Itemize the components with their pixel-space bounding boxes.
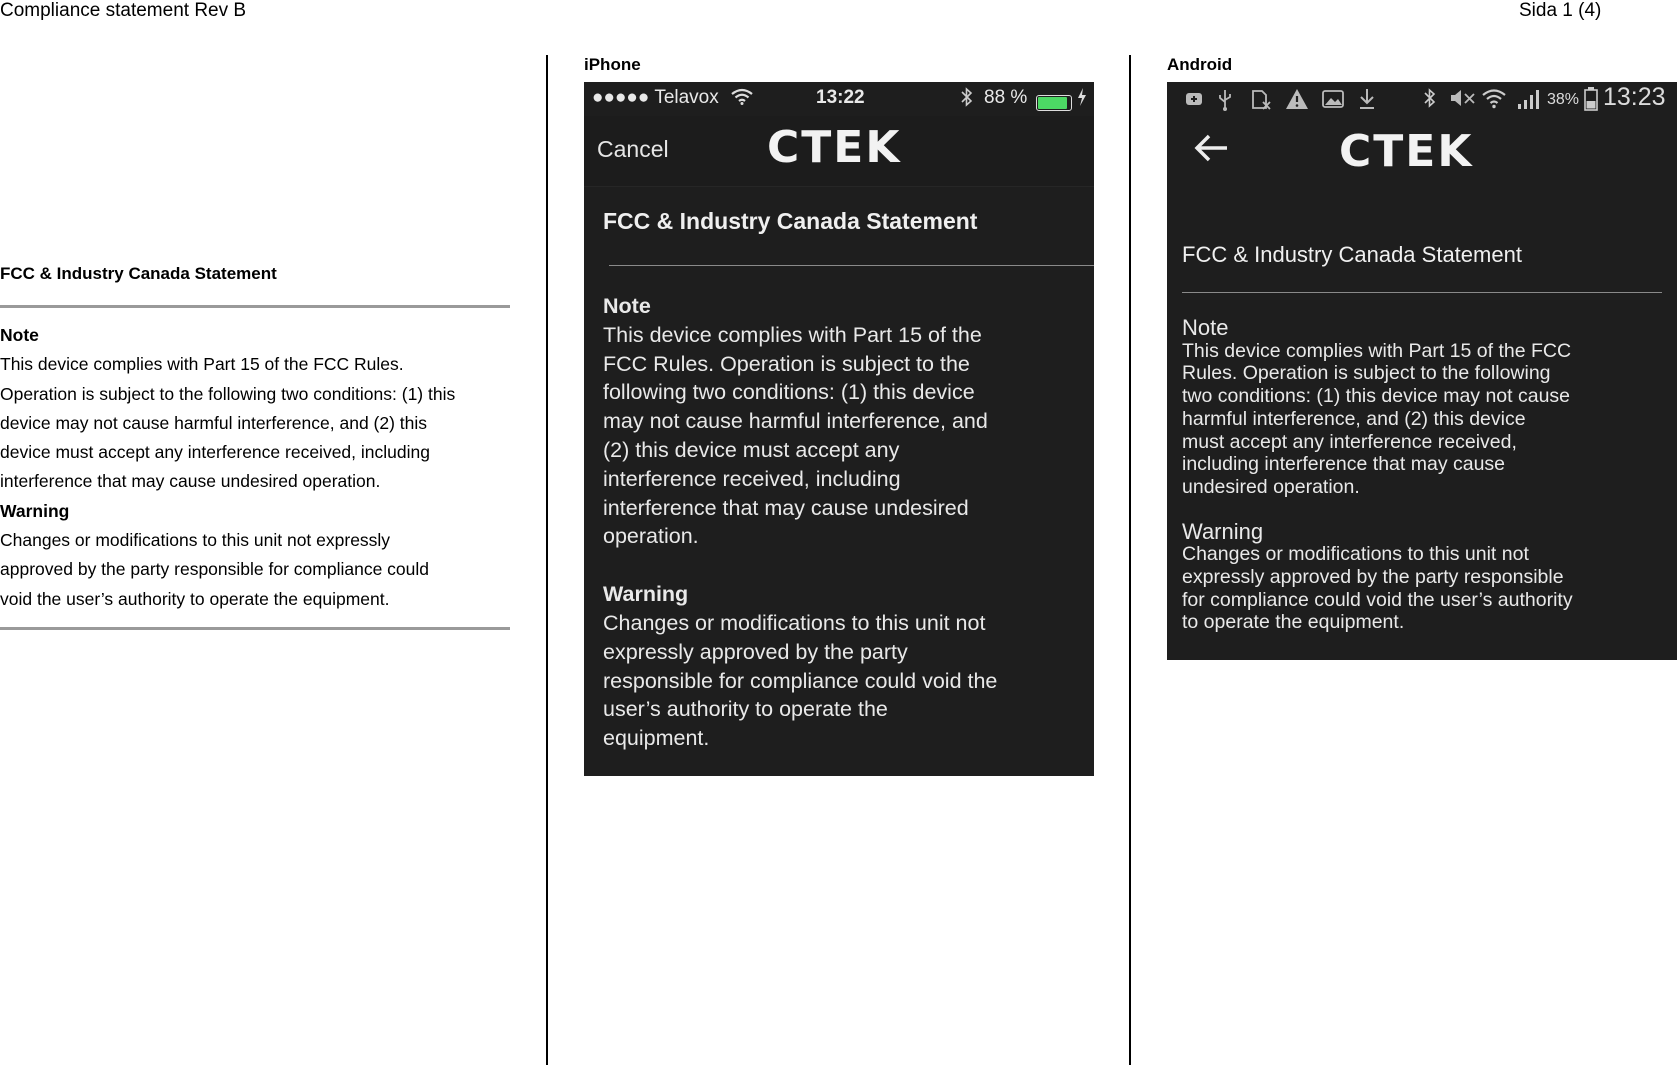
warning-line: user’s authority to operate the: [603, 697, 888, 722]
note-line: interference that may cause undesired operation.: [0, 471, 381, 492]
warning-line: to operate the equipment.: [1182, 611, 1405, 634]
screen-title: FCC & Industry Canada Statement: [603, 208, 978, 234]
warning-line: void the user’s authority to operate the equipment.: [0, 588, 390, 609]
bluetooth-icon: [960, 87, 974, 113]
warning-line: Changes or modifications to this unit not: [603, 610, 986, 635]
note-line: interference that may cause undesired: [603, 495, 969, 520]
carrier-label: ●●●●● Telavox: [592, 87, 719, 108]
note-line: undesired operation.: [1182, 475, 1360, 498]
note-line: may not cause harmful interference, and: [603, 409, 988, 434]
status-time: 13:22: [816, 87, 865, 108]
mute-icon: [1447, 88, 1477, 113]
usb-icon: [1217, 89, 1233, 116]
note-line: This device complies with Part 15 of the FCC: [1182, 339, 1572, 362]
battery-percent: 38%: [1547, 91, 1580, 108]
statement-heading: FCC & Industry Canada Statement: [0, 264, 277, 283]
note-line: must accept any interference received,: [1182, 430, 1517, 453]
warning-line: for compliance could void the user’s authority: [1182, 588, 1573, 611]
sim-icon: [1250, 89, 1272, 116]
ctek-logo: CTEK: [1339, 126, 1474, 177]
signal-icon: [1517, 88, 1541, 115]
ios-navigation-bar: [584, 116, 1094, 187]
note-heading: Note: [1182, 315, 1229, 340]
note-line: This device complies with Part 15 of the: [603, 322, 982, 347]
note-line: following two conditions: (1) this device: [603, 380, 975, 405]
note-line: including interference that may cause: [1182, 453, 1506, 476]
note-line: Rules. Operation is subject to the following: [1182, 362, 1551, 385]
android-screenshot: [1167, 82, 1677, 660]
warning-heading: Warning: [603, 582, 689, 607]
warning-icon: [1285, 88, 1309, 115]
back-arrow-icon[interactable]: [1191, 128, 1231, 178]
divider: [1182, 292, 1662, 293]
warning-heading: Warning: [1182, 518, 1264, 544]
notification-icon: [1185, 91, 1203, 112]
warning-line: Changes or modifications to this unit not: [1182, 543, 1529, 566]
note-line: This device complies with Part 15 of the FCC Rules.: [0, 354, 404, 375]
statement-body: [603, 292, 1078, 753]
column-divider: [546, 55, 548, 1065]
note-line: FCC Rules. Operation is subject to the: [603, 351, 970, 376]
ctek-logo: CTEK: [767, 122, 902, 173]
wifi-icon: [730, 87, 754, 111]
note-line: harmful interference, and (2) this device: [1182, 407, 1526, 430]
note-heading: Note: [0, 325, 39, 345]
statement-body: [0, 321, 515, 614]
divider: [0, 305, 510, 308]
note-line: operation.: [603, 524, 699, 549]
note-line: Operation is subject to the following two conditions: (1) this: [0, 383, 456, 404]
divider: [0, 627, 510, 630]
column-divider: [1129, 55, 1131, 1065]
android-status-bar: [1167, 82, 1677, 116]
note-line: device must accept any interference received, including: [0, 442, 430, 463]
iphone-label: iPhone: [584, 55, 641, 74]
note-line: (2) this device must accept any: [603, 437, 900, 462]
divider: [609, 265, 1094, 266]
wifi-icon: [1481, 87, 1507, 114]
document-title: Compliance statement Rev B: [0, 0, 247, 21]
statement-body: [1182, 317, 1672, 634]
note-line: interference received, including: [603, 466, 901, 491]
download-icon: [1358, 88, 1376, 115]
warning-line: Changes or modifications to this unit not expressly: [0, 530, 391, 551]
note-heading: Note: [603, 294, 651, 318]
status-time: 13:23: [1603, 83, 1666, 111]
warning-line: approved by the party responsible for compliance could: [0, 559, 429, 580]
android-label: Android: [1167, 55, 1233, 74]
warning-line: expressly approved by the party: [603, 639, 908, 664]
warning-heading: Warning: [0, 500, 70, 521]
warning-line: responsible for compliance could void the: [603, 668, 998, 693]
note-line: device may not cause harmful interference, and (2) this: [0, 412, 428, 433]
battery-percent: 88 %: [984, 87, 1028, 108]
bluetooth-icon: [1423, 88, 1437, 113]
iphone-screenshot: [584, 82, 1094, 776]
note-line: two conditions: (1) this device may not cause: [1182, 385, 1571, 408]
cancel-button[interactable]: Cancel: [597, 136, 669, 162]
warning-line: expressly approved by the party responsible: [1182, 566, 1564, 589]
battery-icon: [1584, 87, 1598, 116]
screen-title: FCC & Industry Canada Statement: [1182, 242, 1522, 267]
page-number: Sida 1 (4): [1519, 0, 1602, 21]
image-icon: [1322, 90, 1344, 113]
ios-status-bar: [584, 82, 1094, 116]
warning-line: equipment.: [603, 726, 710, 751]
charging-icon: [1077, 88, 1087, 112]
